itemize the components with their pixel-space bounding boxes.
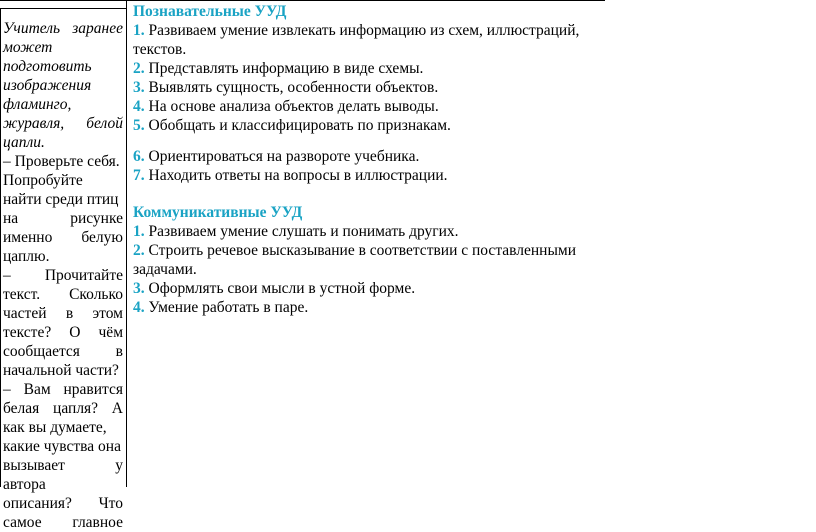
text-line: сообщается в	[3, 343, 123, 360]
item-text: Ориентироваться на развороте учебника.	[148, 148, 420, 165]
item-number: 4.	[133, 299, 145, 316]
item-number: 3.	[133, 280, 145, 297]
text-line: подготовить	[3, 58, 92, 75]
text-line: – Прочитайте	[3, 267, 123, 284]
text-line: фламинго,	[3, 96, 72, 113]
communicative-list	[133, 222, 603, 317]
text-line: именно белую	[3, 229, 123, 246]
spacer	[133, 185, 603, 203]
item-number: 3.	[133, 79, 145, 96]
table-top-border	[0, 0, 605, 1]
item-text: Представлять информацию в виде схемы.	[148, 60, 424, 77]
list-item	[133, 279, 603, 298]
learning-skills-column	[133, 2, 603, 317]
item-number: 1.	[133, 22, 145, 39]
list-item	[133, 241, 603, 260]
text-line: Попробуйте	[3, 172, 83, 189]
list-item	[133, 147, 603, 166]
item-text: Выявлять сущность, особенности объектов.	[148, 79, 439, 96]
item-number: 5.	[133, 117, 145, 134]
item-number: 6.	[133, 148, 145, 165]
text-line: тексте? О чём	[3, 324, 123, 341]
teacher-notes-column	[3, 19, 123, 532]
text-line: может	[3, 39, 53, 56]
table-left-border	[0, 8, 1, 487]
list-item	[133, 59, 603, 78]
item-text: На основе анализа объектов делать выводы.	[148, 98, 439, 115]
cognitive-list-2	[133, 147, 603, 185]
item-number: 1.	[133, 223, 145, 240]
item-text: Развиваем умение слушать и понимать других.	[148, 223, 459, 240]
item-number: 2.	[133, 242, 145, 259]
text-line: на рисунке	[3, 210, 123, 227]
item-number: 4.	[133, 98, 145, 115]
teacher-questions	[3, 152, 123, 532]
text-line: – Вам нравится	[3, 381, 123, 398]
text-line: цаплю.	[3, 248, 50, 265]
text-line: цапли.	[3, 134, 45, 151]
table-column-divider	[126, 0, 127, 487]
table-row-border	[0, 8, 126, 9]
text-line: изображения	[3, 77, 92, 94]
text-line: – Проверьте себя.	[3, 153, 120, 170]
text-line: найти среди птиц	[3, 191, 119, 208]
item-text: Умение работать в паре.	[148, 299, 309, 316]
text-line: белая цапля? А	[3, 400, 123, 417]
item-number: 7.	[133, 167, 145, 184]
list-item	[133, 222, 603, 241]
list-item	[133, 260, 603, 279]
list-item	[133, 21, 603, 40]
cognitive-heading: Познавательные УУД	[133, 3, 287, 20]
text-line: описания? Что	[3, 495, 123, 512]
item-text: задачами.	[133, 261, 197, 278]
text-line: самое главное	[3, 514, 123, 531]
item-text: Обобщать и классифицировать по признакам.	[148, 117, 451, 134]
list-item	[133, 298, 603, 317]
item-text: Оформлять свои мысли в устной форме.	[148, 280, 416, 297]
list-item	[133, 116, 603, 135]
item-text: Строить речевое высказывание в соответствии с поставленными	[148, 242, 576, 259]
list-item	[133, 40, 603, 59]
text-line: журавля, белой	[3, 115, 123, 132]
text-line: какие чувства она	[3, 438, 121, 455]
item-text: Развиваем умение извлекать информацию из схем, иллюстраций,	[148, 22, 580, 39]
item-number: 2.	[133, 60, 145, 77]
cognitive-list-1	[133, 21, 603, 135]
text-line: Учитель заранее	[3, 20, 123, 37]
item-text: Находить ответы на вопросы в иллюстрации.	[148, 167, 448, 184]
text-line: вызывает у автора	[3, 457, 123, 493]
list-item	[133, 78, 603, 97]
teacher-note-italic	[3, 19, 123, 152]
spacer	[133, 135, 603, 147]
list-item	[133, 97, 603, 116]
text-line: как вы думаете,	[3, 419, 107, 436]
text-line: начальной части?	[3, 362, 119, 379]
communicative-heading: Коммуникативные УУД	[133, 204, 303, 221]
text-line: частей в этом	[3, 305, 123, 322]
text-line: текст. Сколько	[3, 286, 123, 303]
list-item	[133, 166, 603, 185]
item-text: текстов.	[133, 41, 187, 58]
